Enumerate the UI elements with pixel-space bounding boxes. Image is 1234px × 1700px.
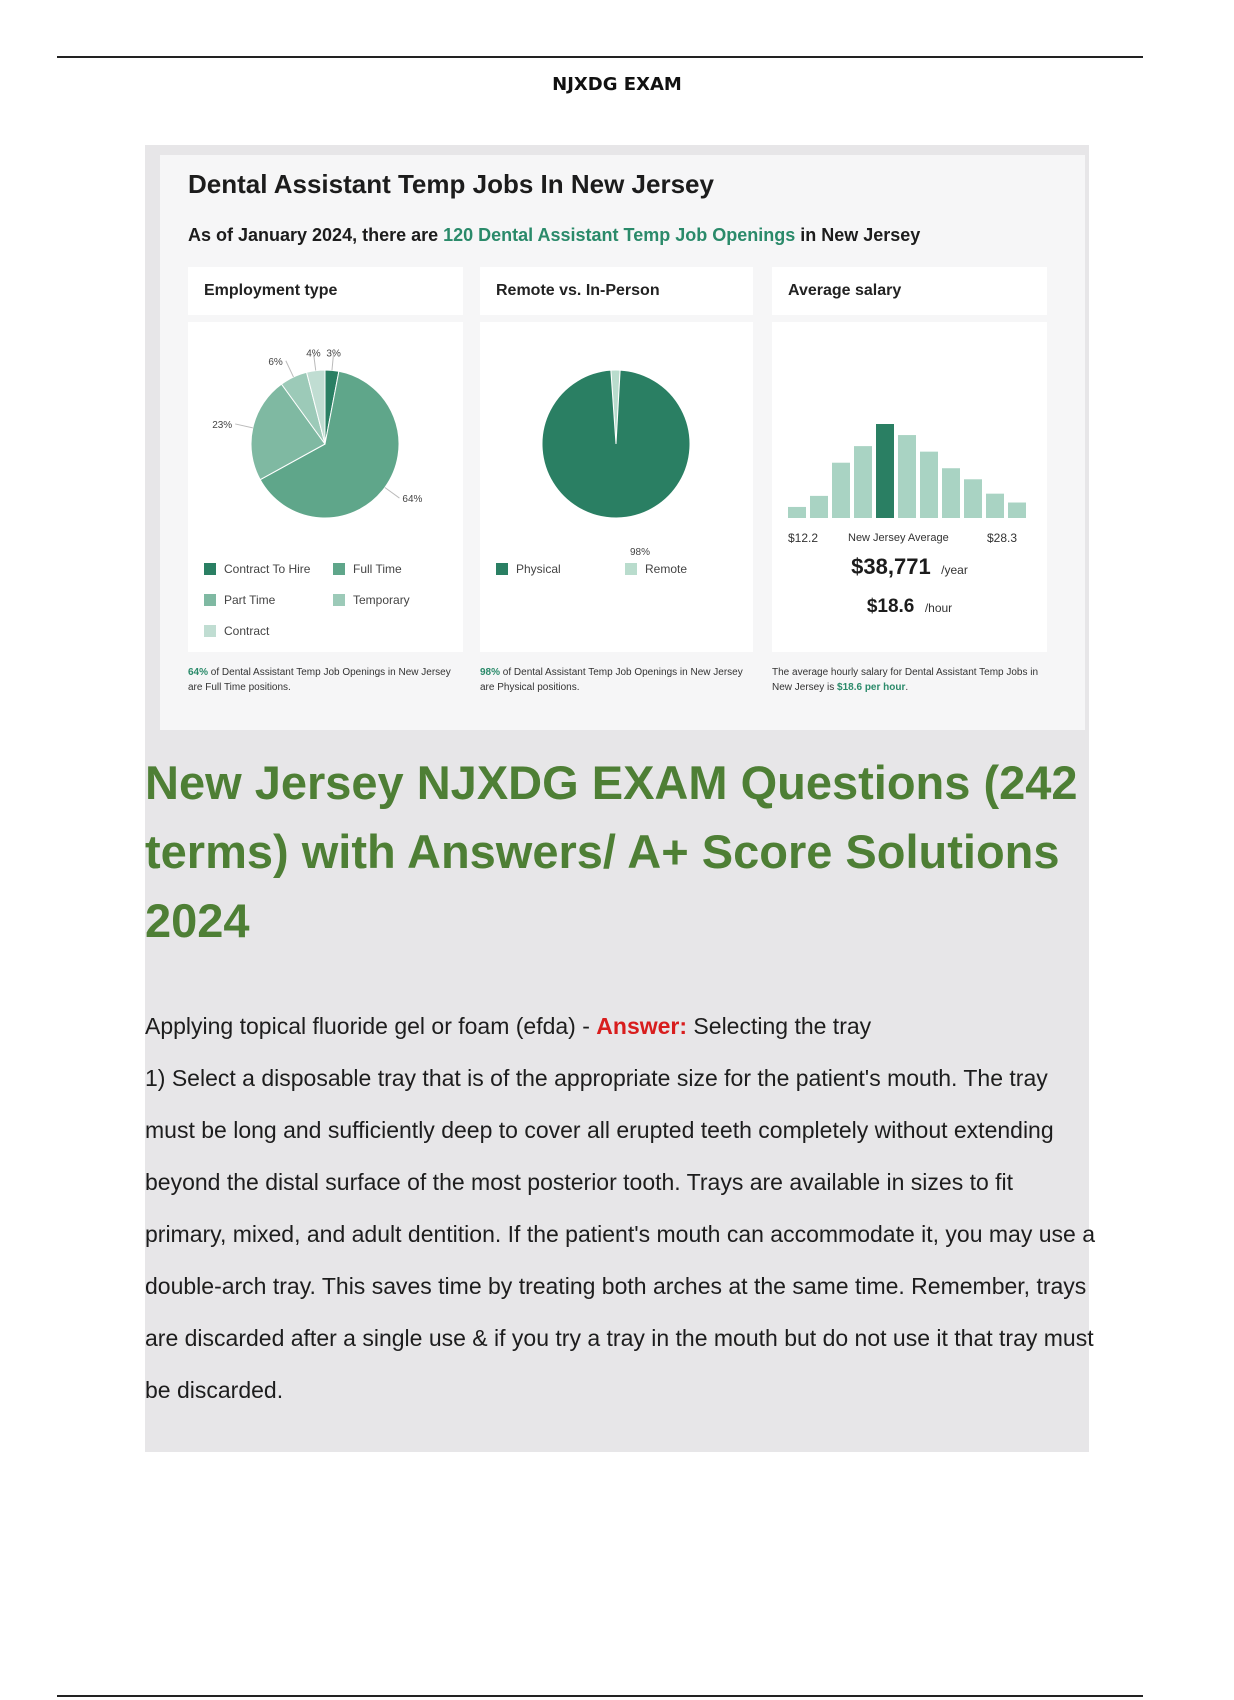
employment-pie-chart (188, 322, 463, 552)
subtitle-suffix: in New Jersey (795, 225, 921, 245)
salary-heading: Average salary (788, 282, 902, 299)
legend-swatch (204, 625, 216, 637)
remote-heading: Remote vs. In-Person (496, 282, 660, 299)
remote-panel-header (480, 267, 753, 315)
document-title: New Jersey NJXDG EXAM Questions (242 terms) with Answers/ A+ Score Solutions 2024 (145, 756, 1078, 947)
salary-bar (986, 494, 1004, 518)
employment-panel (188, 322, 463, 652)
salary-note-highlight: $18.6 per hour (837, 682, 906, 693)
salary-hourly-unit: /hour (924, 601, 953, 615)
subtitle-prefix: As of January 2024, there are (188, 225, 444, 245)
footer-rule (57, 1695, 1143, 1697)
salary-bar (964, 479, 982, 518)
salary-note-end: . (905, 682, 909, 693)
legend-swatch (625, 563, 637, 575)
infographic-card (160, 155, 1085, 730)
salary-bar (810, 496, 828, 518)
salary-bar (854, 446, 872, 518)
salary-note-text: The average hourly salary for Dental Assistant Temp Jobs in New Jersey is (772, 667, 1039, 693)
employment-note (188, 665, 458, 695)
remote-panel (480, 322, 753, 652)
employment-panel-header (188, 267, 463, 315)
pie-leader-line (286, 361, 294, 377)
infographic-title: Dental Assistant Temp Jobs In New Jersey (188, 169, 714, 199)
employment-heading: Employment type (204, 282, 338, 299)
infographic-subtitle (188, 225, 920, 246)
legend-label: Contract (224, 624, 270, 638)
page-header: NJXDG EXAM (552, 74, 682, 95)
salary-bar (920, 452, 938, 518)
legend-label: Temporary (353, 593, 410, 607)
salary-bar (1008, 503, 1026, 518)
legend-swatch (204, 594, 216, 606)
pie-value-label: 4% (306, 348, 321, 360)
salary-yearly-value: $38,771 (851, 554, 931, 579)
answer-body: 1) Select a disposable tray that is of the appropriate size for the patient's mouth. The tray must be long and sufficiently deep to cover all erupted teeth completely without extending beyond the distal surface of the most posterior tooth. Trays are available in sizes to fit primary, mixed, and adult dentition. If the patient's mouth can accommodate it, you may use a double-arch tray. This saves time by treating both arches at the same time. Remember, trays are discarded after a single use & if you try a tray in the mouth but do not use it that tray must be discarded. (145, 1065, 1096, 1403)
pie-leader-line (385, 487, 400, 498)
salary-note (772, 665, 1042, 695)
remote-pie-chart (480, 322, 753, 558)
salary-bar (788, 507, 806, 518)
salary-bar (942, 468, 960, 518)
salary-panel-header (772, 267, 1047, 315)
question-line (145, 1000, 1095, 1052)
legend-item (333, 562, 402, 576)
legend-item (204, 562, 310, 576)
legend-item (204, 593, 275, 607)
legend-item (204, 624, 269, 638)
legend-swatch (204, 563, 216, 575)
pie-leader-line (235, 424, 253, 428)
pie-value-label: 98% (629, 547, 651, 558)
legend-label: Physical (516, 562, 561, 576)
salary-bar-chart (772, 322, 1047, 522)
salary-hourly (772, 596, 1047, 618)
remote-note-highlight: 98% (480, 667, 501, 678)
legend-label: Remote (645, 562, 688, 576)
salary-axis-max: $28.3 (987, 531, 1018, 545)
legend-label: Full Time (353, 562, 402, 576)
salary-hourly-value: $18.6 (866, 596, 915, 617)
answer-label: Answer: (596, 1013, 688, 1039)
remote-note-text: of Dental Assistant Temp Job Openings in New Jersey are Physical positions. (480, 667, 743, 693)
legend-label: Part Time (224, 593, 276, 607)
salary-yearly (772, 554, 1047, 580)
answer-first: Selecting the tray (687, 1013, 872, 1039)
salary-bar (832, 463, 850, 518)
pie-value-label: 64% (402, 494, 423, 506)
legend-item (333, 593, 410, 607)
salary-panel (772, 322, 1047, 652)
salary-axis-avg: New Jersey Average (848, 532, 949, 544)
header-rule (57, 56, 1143, 58)
legend-swatch (333, 563, 345, 575)
employment-note-text: of Dental Assistant Temp Job Openings in New Jersey are Full Time positions. (188, 667, 451, 693)
salary-bar (898, 435, 916, 518)
employment-note-highlight: 64% (188, 667, 209, 678)
pie-value-label: 23% (212, 419, 233, 431)
legend-swatch (496, 563, 508, 575)
salary-yearly-unit: /year (941, 563, 968, 577)
legend-label: Contract To Hire (224, 562, 311, 576)
question-block (145, 1000, 1095, 1416)
salary-bar (876, 424, 894, 518)
pie-value-label: 3% (326, 348, 341, 360)
legend-item (625, 562, 687, 576)
legend-item (496, 562, 561, 576)
salary-axis-min: $12.2 (788, 531, 819, 545)
legend-swatch (333, 594, 345, 606)
question-text: Applying topical fluoride gel or foam (efda) - (145, 1013, 597, 1039)
pie-value-label: 6% (268, 356, 283, 368)
subtitle-highlight: 120 Dental Assistant Temp Job Openings (443, 225, 796, 245)
remote-note (480, 665, 750, 695)
